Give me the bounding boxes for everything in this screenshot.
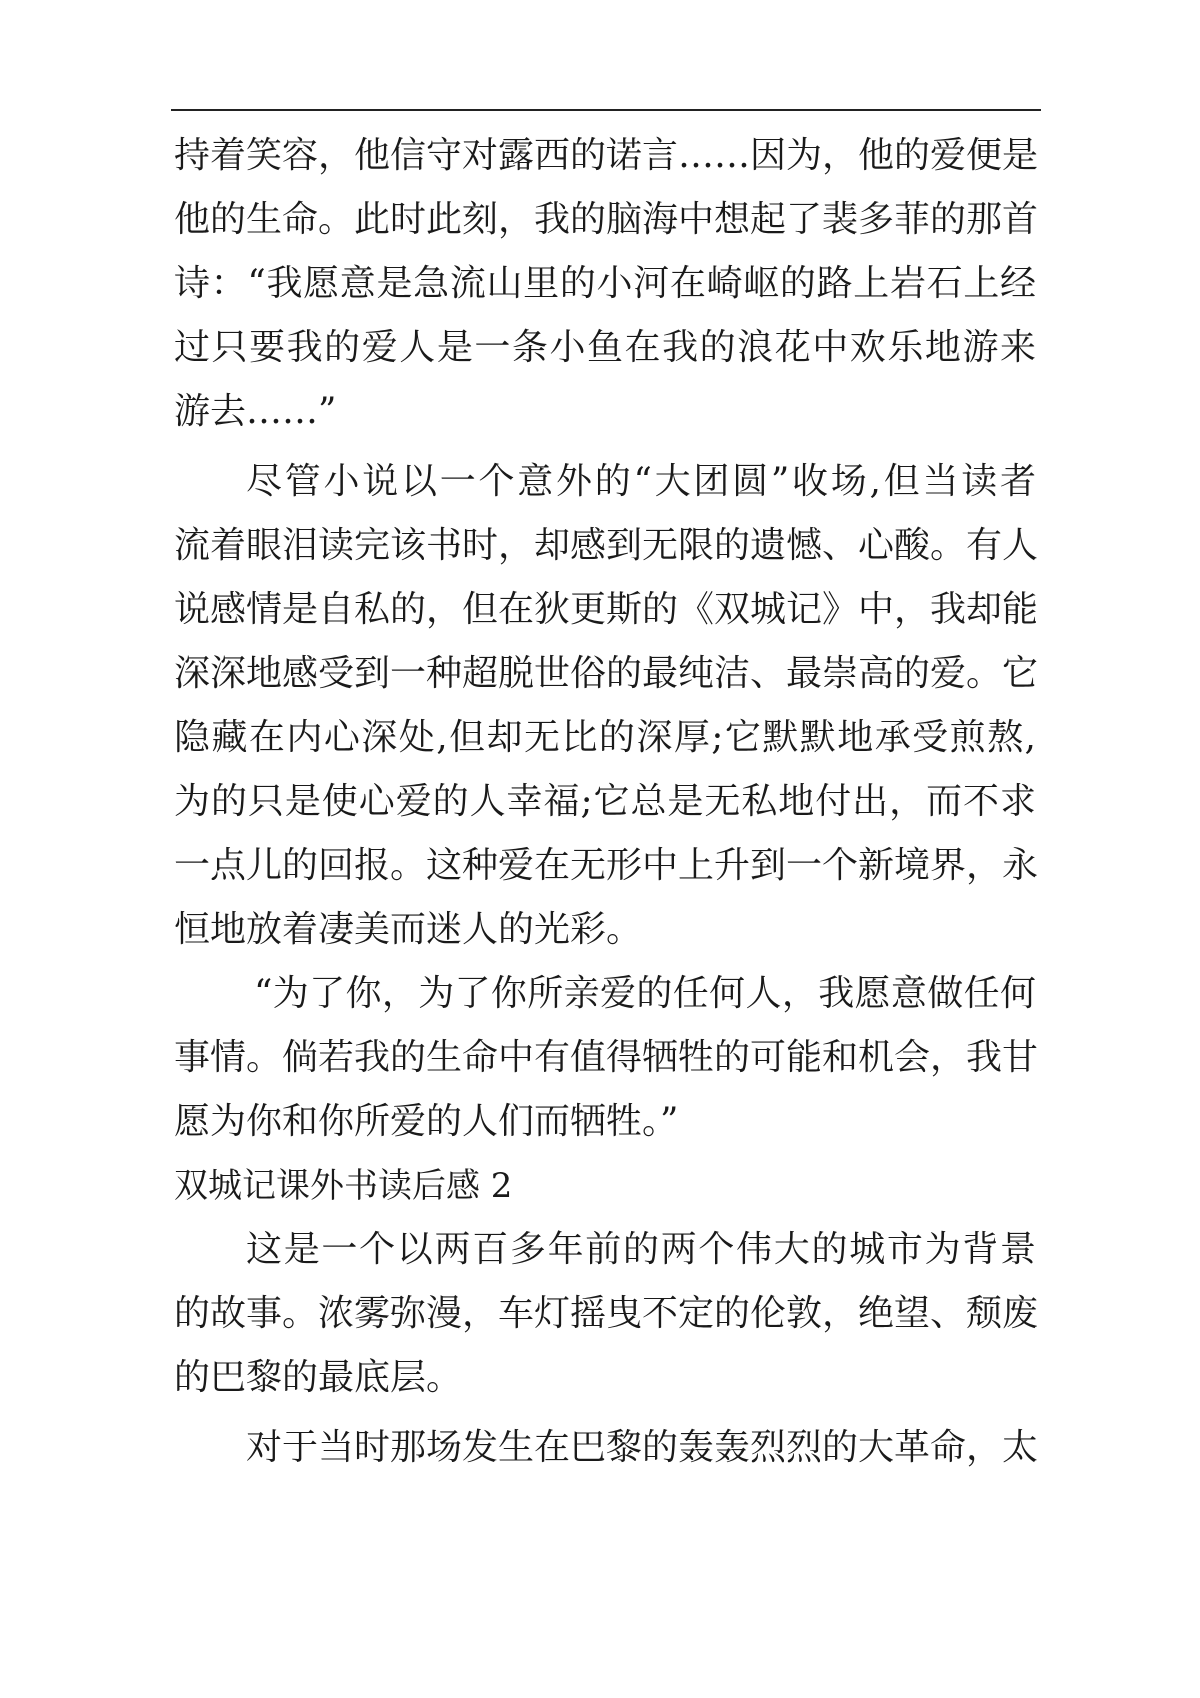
text-line: 恒地放着凄美而迷人的光彩。 [174,909,643,950]
text-line: 对于当时那场发生在巴黎的轰轰烈烈的大革命，太 [246,1427,1039,1468]
section-title: 双城记课外书读后感 2 [174,1166,513,1206]
text-line: 事情。倘若我的生命中有值得牺牲的可能和机会，我甘 [174,1037,1039,1078]
text-line: 为的只是使心爱的人幸福;它总是无私地付出，而不求 [174,781,1036,822]
text-line: 愿为你和你所爱的人们而牺牲。” [174,1101,679,1142]
text-line: 过只要我的爱人是一条小鱼在我的浪花中欢乐地游来 [174,327,1036,368]
text-line: 持着笑容，他信守对露西的诺言……因为，他的爱便是 [174,135,1039,176]
text-line: 深深地感受到一种超脱世俗的最纯洁、最崇高的爱。它 [174,653,1039,694]
text-line: 流着眼泪读完该书时，却感到无限的遗憾、心酸。有人 [174,525,1039,566]
text-line: 尽管小说以一个意外的“大团圆”收场,但当读者 [246,461,1036,502]
paragraph-quote [174,962,1039,1154]
text-line: 这是一个以两百多年前的两个伟大的城市为背景 [246,1229,1036,1270]
text-line: 一点儿的回报。这种爱在无形中上升到一个新境界，永 [174,845,1039,886]
paragraph-continuation [174,124,1039,444]
text-line: 他的生命。此时此刻，我的脑海中想起了裴多菲的那首 [174,199,1039,240]
text-line: 说感情是自私的，但在狄更斯的《双城记》中，我却能 [174,589,1039,630]
paragraph-reflection [174,450,1039,962]
text-line: 游去……” [174,391,337,432]
text-line: 的巴黎的最底层。 [174,1357,463,1398]
text-line: “为了你，为了你所亲爱的任何人，我愿意做任何 [254,973,1036,1014]
paragraph-intro [174,1218,1039,1410]
text-line: 诗：“我愿意是急流山里的小河在崎岖的路上岩石上经 [174,263,1036,304]
text-line: 的故事。浓雾弥漫，车灯摇曳不定的伦敦，绝望、颓废 [174,1293,1039,1334]
header-rule [171,109,1041,111]
document-body [174,124,1039,1480]
text-line: 隐藏在内心深处,但却无比的深厚;它默默地承受煎熬, [174,717,1036,758]
paragraph-revolution [174,1416,1039,1480]
